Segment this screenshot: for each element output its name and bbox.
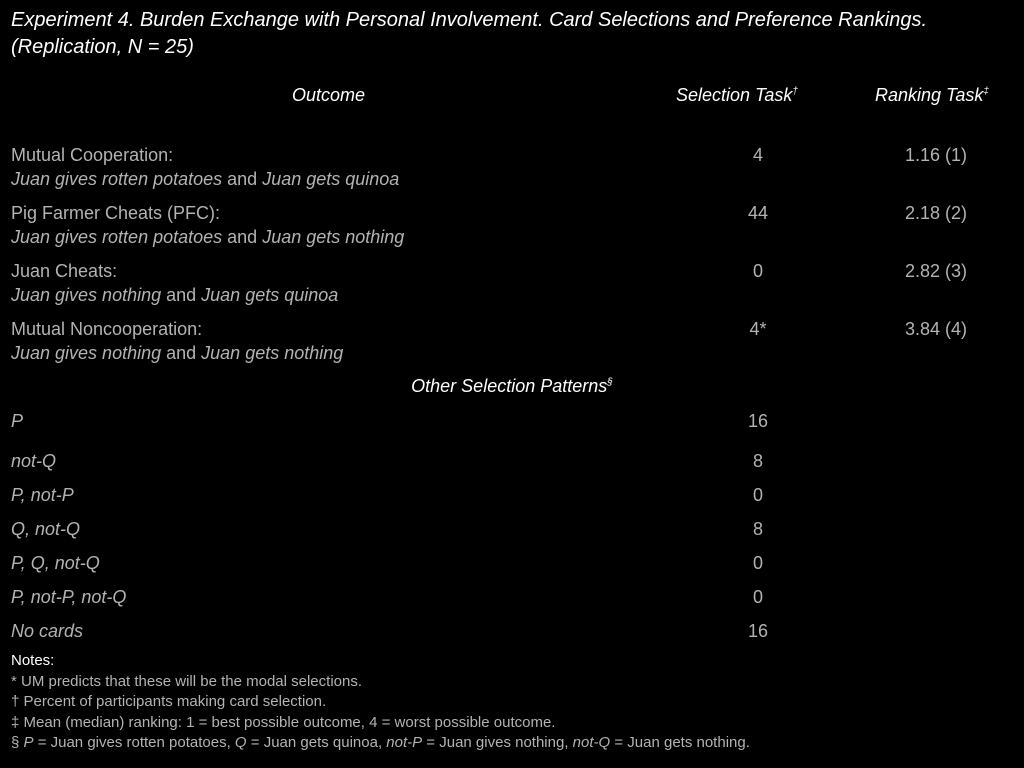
selection-value: 4* [749,319,767,339]
other-patterns-label: Other Selection Patterns [411,376,608,396]
outcome-name: Mutual Cooperation: [11,145,174,165]
note-double-dagger: ‡ Mean (median) ranking: 1 = best possible outcome, 4 = worst possible outcome. [11,713,556,731]
outcome-get: Juan gets nothing [262,227,405,247]
pattern-selection-value: 0 [752,553,763,573]
pattern-label: P, not-P [11,485,74,505]
dagger-mark: † [792,86,798,97]
outcome-label [11,259,338,307]
note-q-def: = Juan gets quinoa, [246,734,387,751]
outcome-get: Juan gets quinoa [201,285,339,305]
outcome-name: Pig Farmer Cheats (PFC): [11,203,221,223]
header-outcome-label: Outcome [292,85,366,105]
pattern-label: No cards [11,621,84,641]
outcome-give: Juan gives rotten potatoes [11,169,223,189]
pattern-selection-value: 8 [752,451,763,471]
header-selection-task [676,85,798,106]
double-dagger-mark: ‡ [983,86,989,97]
ranking-value: 1.16 (1) [904,145,968,165]
pattern-label: P, Q, not-Q [11,553,100,573]
pattern-label: P [11,411,24,431]
table-title: Experiment 4. Burden Exchange with Personal Involvement. Card Selections and Preference Rankings. (Replication, N = 25) [11,9,928,58]
outcome-give: Juan gives rotten potatoes [11,227,223,247]
note-section [11,733,750,754]
pattern-selection-value: 16 [747,621,769,641]
outcome-give: Juan gives nothing [11,343,162,363]
ranking-value: 3.84 (4) [904,319,968,339]
pattern-label: P, not-P, not-Q [11,587,127,607]
note-not-q-def: = Juan gets nothing. [610,734,750,751]
table-notes [11,651,750,754]
section-mark: § [607,377,613,388]
selection-value: 44 [747,203,769,223]
notes-heading: Notes: [11,652,55,669]
ranking-value: 2.82 (3) [904,261,968,281]
note-dagger: † Percent of participants making card selection. [11,693,327,710]
header-outcome [292,85,365,106]
outcome-label [11,201,404,249]
selection-value: 0 [752,261,763,281]
note-p-def: = Juan gives rotten potatoes, [33,734,235,751]
outcome-name: Juan Cheats: [11,261,118,281]
outcome-name: Mutual Noncooperation: [11,319,203,339]
outcome-conj: and [222,227,263,247]
note-not-p-def: = Juan gives nothing, [422,734,573,751]
header-ranking-label: Ranking Task [875,85,984,105]
outcome-get: Juan gets quinoa [262,169,400,189]
header-selection-label: Selection Task [676,85,793,105]
note-star: * UM predicts that these will be the modal selections. [11,672,362,690]
outcome-conj: and [161,285,202,305]
note-not-q: not-Q [572,734,611,751]
outcome-conj: and [161,343,202,363]
outcome-conj: and [222,169,263,189]
note-p: P [23,734,34,751]
note-section-mark: § [11,734,24,751]
selection-value: 4 [752,145,763,165]
note-q: Q [234,734,247,751]
outcome-label [11,317,343,365]
pattern-selection-value: 16 [747,411,769,431]
header-ranking-task [875,85,989,106]
outcome-give: Juan gives nothing [11,285,162,305]
note-not-p: not-P [386,734,423,751]
outcome-get: Juan gets nothing [201,343,344,363]
pattern-label: Q, not-Q [11,519,81,539]
pattern-selection-value: 0 [752,485,763,505]
pattern-label: not-Q [11,451,57,471]
other-patterns-heading [0,376,1024,397]
pattern-selection-value: 0 [752,587,763,607]
ranking-value: 2.18 (2) [904,203,968,223]
outcome-label [11,143,399,191]
pattern-selection-value: 8 [752,519,763,539]
